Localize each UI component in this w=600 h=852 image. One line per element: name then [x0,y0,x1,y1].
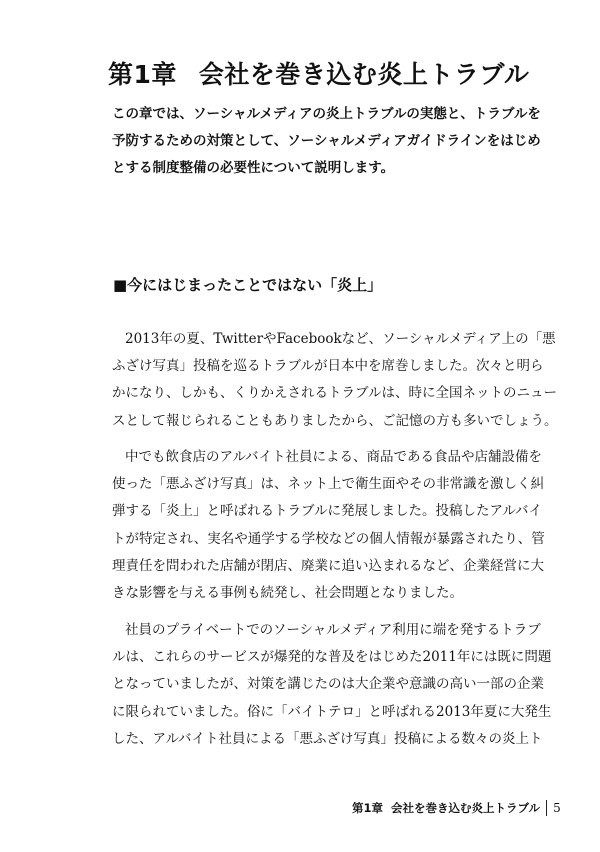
footer-divider [546,800,547,816]
section-heading: ■今にはじまったことではない「炎上」 [113,276,383,294]
paragraph-line: 理責任を問われた店舗が閉店、廃業に追い込まれるなど、企業経営に大 [112,557,544,574]
paragraph-line: ふざけ写真」投稿を巡るトラブルが日本中を席巻しました。次々と明ら [112,358,544,375]
paragraph-line: 2013年の夏、TwitterやFacebookなど、ソーシャルメディア上の「悪 [125,331,556,347]
intro-line: この章では、ソーシャルメディアの炎上トラブルの実態と、トラブルを [112,106,541,122]
chapter-number: 第1章 [108,60,177,89]
chapter-title [108,60,529,90]
body-paragraph-1 [112,326,558,435]
paragraph-line: かになり、しかも、くりかえされるトラブルは、時に全国ネットのニュー [112,385,557,402]
paragraph-line: 弾する「炎上」と呼ばれるトラブルに発展しました。投稿したアルバイ [112,503,542,520]
paragraph-line: 中でも飲食店のアルバイト社員による、商品である食品や店舗設備を [125,449,543,465]
body-paragraph-3 [112,617,552,753]
page-number: 5 [553,801,561,815]
paragraph-line: となっていましたが、対策を講じたのは大企業や意識の高い一部の企業 [112,676,544,693]
paragraph-line: した、アルバイト社員による「悪ふざけ写真」投稿による数々の炎上ト [112,730,543,747]
running-footer [352,800,561,816]
paragraph-line: に限られていました。俗に「バイトテロ」と呼ばれる2013年夏に大発生 [112,703,552,720]
paragraph-line: ルは、これらのサービスが爆発的な普及をはじめた2011年には既に問題 [112,649,552,666]
body-paragraph-2 [112,444,545,607]
paragraph-line: きな影響を与える事例も続発し、社会問題となりました。 [112,585,463,602]
paragraph-line: 社員のプライベートでのソーシャルメディア利用に端を発するトラブ [125,622,541,638]
footer-chapter [352,800,540,816]
intro-line: 予防するための対策として、ソーシャルメディアガイドラインをはじめ [112,133,541,149]
chapter-intro [112,101,541,182]
footer-chapter-number: 第1章 [352,801,384,815]
footer-chapter-title: 会社を巻き込む炎上トラブル [391,801,541,815]
intro-line: とする制度整備の必要性について説明します。 [112,160,395,176]
paragraph-line: 使った「悪ふざけ写真」は、ネット上で衛生面やその非常識を激しく糾 [112,476,544,493]
paragraph-line: スとして報じられることもありましたから、ご記憶の方も多いでしょう。 [112,412,558,429]
chapter-title-text: 会社を巻き込む炎上トラブル [198,60,530,89]
paragraph-line: トが特定され、実名や通学する学校などの個人情報が暴露されたり、管 [112,530,545,547]
